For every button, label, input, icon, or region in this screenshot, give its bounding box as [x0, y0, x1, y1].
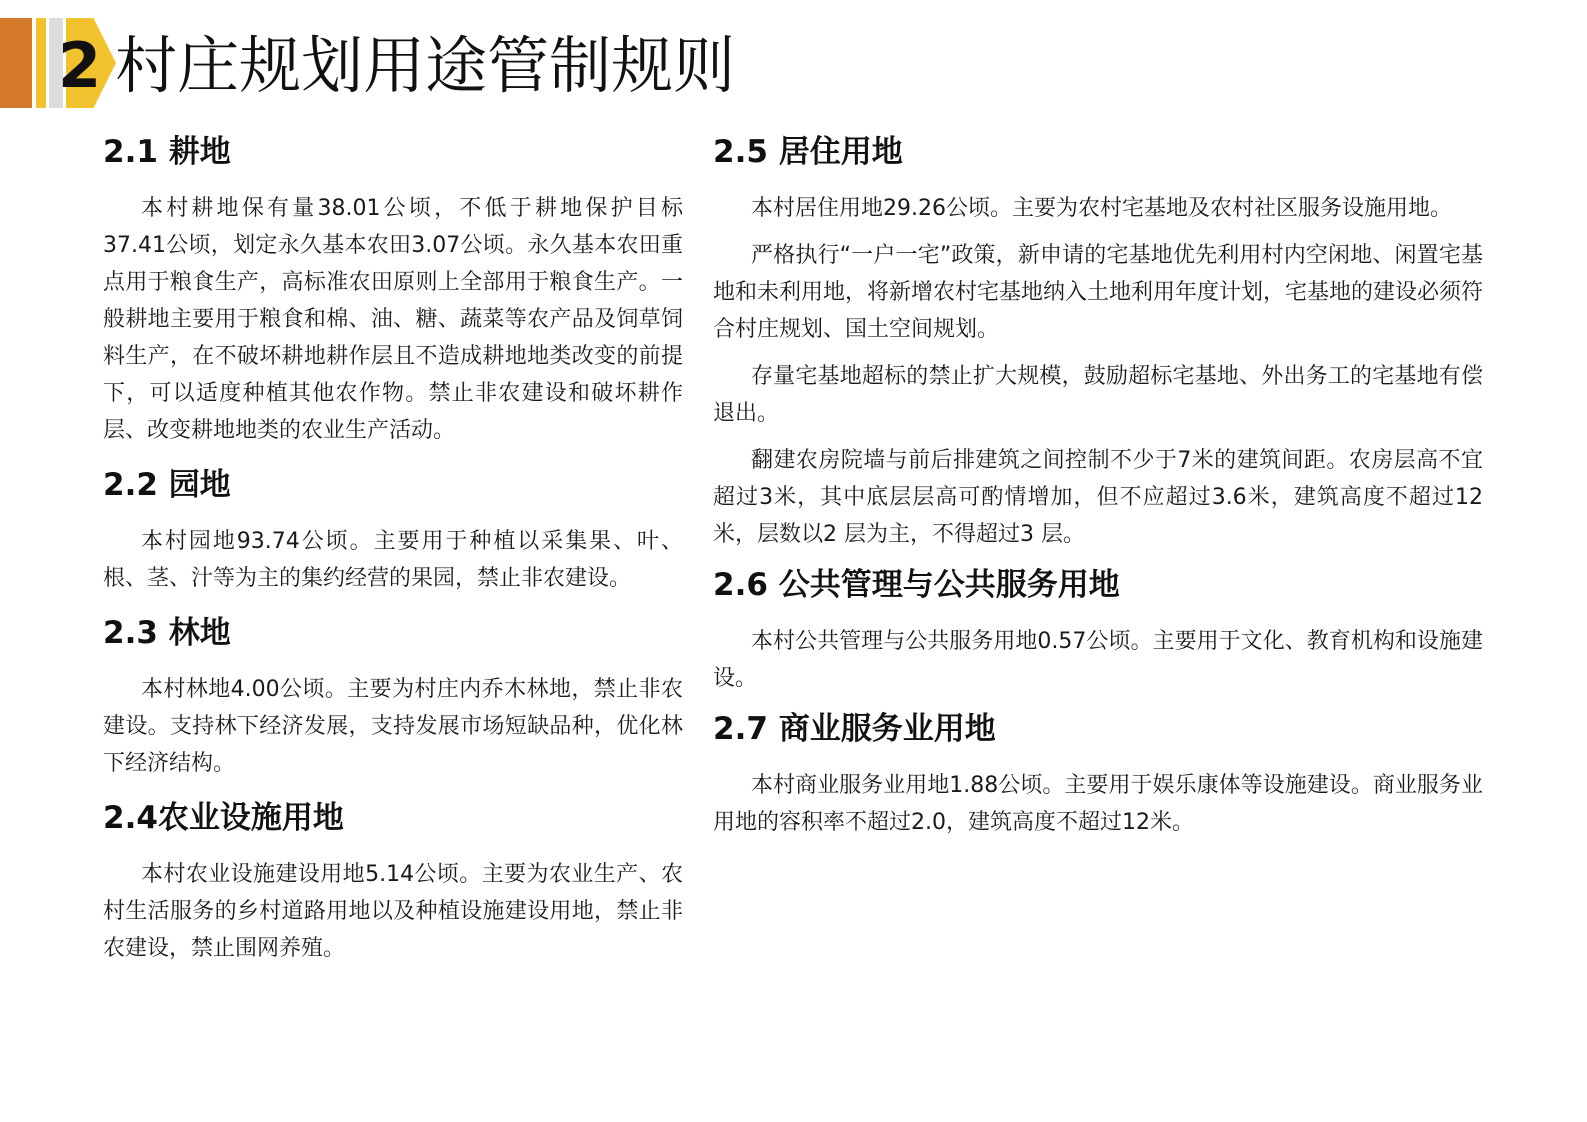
section-2-6-public-service-land	[713, 561, 1483, 697]
section-heading: 2.2 园地	[103, 467, 231, 503]
section-heading: 2.3 林地	[103, 615, 231, 651]
section-paragraph: 严格执行“一户一宅”政策，新申请的宅基地优先利用村内空闲地、闲置宅基地和未利用地，将新增农村宅基地纳入土地利用年度计划，宅基地的建设必须符合村庄规划、国土空间规划。	[713, 243, 1484, 342]
section-paragraph: 本村公共管理与公共服务用地0.57公顷。主要用于文化、教育机构和设施建设。	[713, 629, 1483, 691]
right-column	[713, 128, 1483, 841]
orange-accent-bar	[0, 18, 32, 108]
section-paragraph: 本村居住用地29.26公顷。主要为农村宅基地及农村社区服务设施用地。	[751, 196, 1452, 221]
left-column	[103, 128, 683, 967]
section-paragraph: 本村耕地保有量38.01公顷，不低于耕地保护目标37.41公顷，划定永久基本农田3.07公顷。永久基本农田重点用于粮食生产，高标准农田原则上全部用于粮食生产。一般耕地主要用于粮食和棉、油、糖、蔬菜等农产品及饲草饲料生产，在不破坏耕地耕作层且不造成耕地地类改变的前提下，可以适度种植其他农作物。禁止非农建设和破坏耕作层、改变耕地地类的农业生产活动。	[103, 196, 683, 443]
section-heading: 2.4农业设施用地	[103, 800, 344, 836]
section-paragraph: 翻建农房院墙与前后排建筑之间控制不少于7米的建筑间距。农房层高不宜超过3米，其中底层层高可酌情增加，但不应超过3.6米，建筑高度不超过12米，层数以2 层为主，不得超过3 层。	[713, 448, 1483, 547]
section-heading: 2.6 公共管理与公共服务用地	[713, 567, 1120, 603]
section-paragraph: 存量宅基地超标的禁止扩大规模，鼓励超标宅基地、外出务工的宅基地有偿退出。	[713, 364, 1483, 426]
section-heading: 2.7 商业服务业用地	[713, 711, 996, 747]
section-2-4-agricultural-facility-land	[103, 794, 683, 967]
section-paragraph: 本村商业服务业用地1.88公顷。主要用于娱乐康体等设施建设。商业服务业用地的容积率不超过2.0，建筑高度不超过12米。	[713, 773, 1483, 835]
section-paragraph: 本村园地93.74公顷。主要用于种植以采集果、叶、根、茎、汁等为主的集约经营的果园，禁止非农建设。	[103, 529, 683, 591]
section-2-2-garden-land	[103, 461, 683, 597]
page-title-text: 村庄规划用途管制规则	[115, 29, 736, 102]
section-2-1-cultivated-land	[103, 128, 683, 449]
section-paragraph: 本村农业设施建设用地5.14公顷。主要为农业生产、农村生活服务的乡村道路用地以及种植设施建设用地，禁止非农建设，禁止围网养殖。	[103, 862, 683, 961]
section-number: 2	[58, 29, 102, 102]
section-paragraph: 本村林地4.00公顷。主要为村庄内乔木林地，禁止非农建设。支持林下经济发展，支持发展市场短缺品种，优化林下经济结构。	[103, 677, 683, 776]
section-heading: 2.1 耕地	[103, 134, 231, 170]
yellow-accent-bar	[36, 18, 46, 108]
page-title	[58, 28, 735, 104]
section-2-7-commercial-land	[713, 705, 1483, 841]
section-2-3-forest-land	[103, 609, 683, 782]
section-heading: 2.5 居住用地	[713, 134, 903, 170]
section-2-5-residential-land	[713, 128, 1483, 553]
